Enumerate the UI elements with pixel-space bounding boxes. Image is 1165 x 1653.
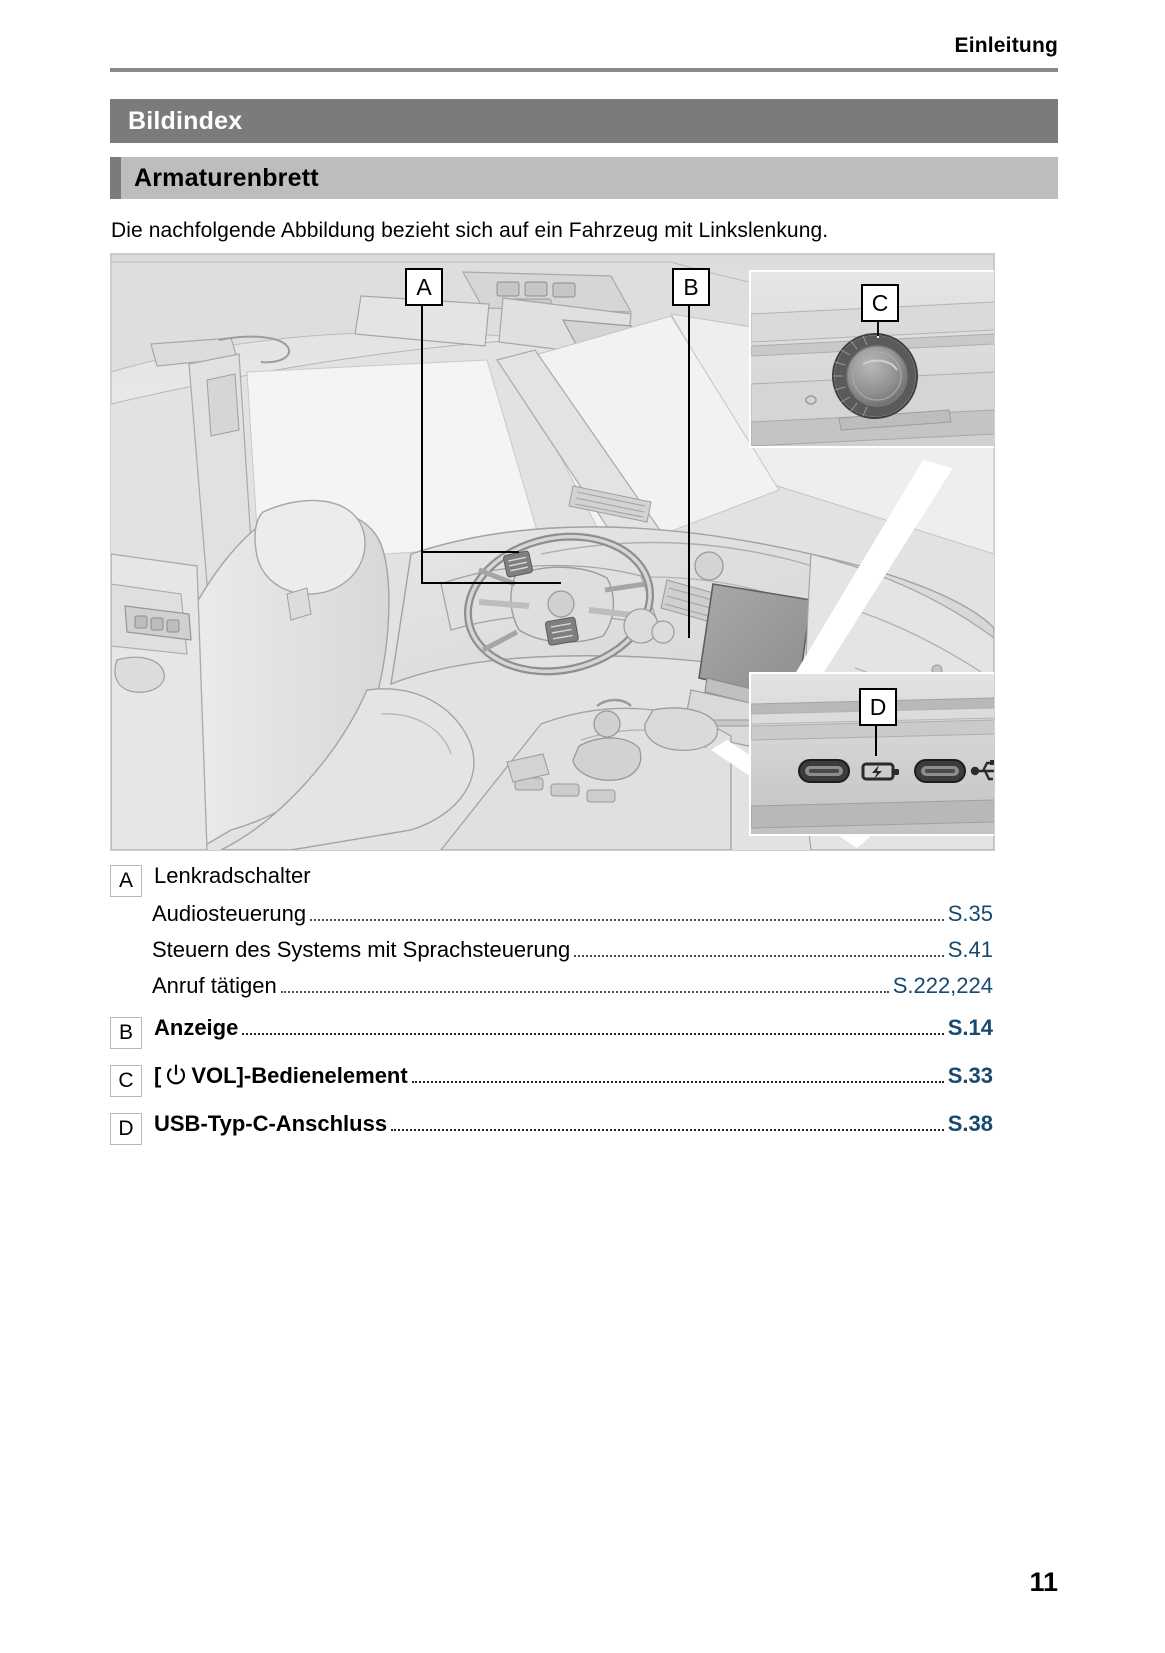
page-reference[interactable]: S.14	[947, 1015, 993, 1040]
index-marker-c: C	[110, 1065, 142, 1097]
index-entry-c[interactable]	[110, 1061, 993, 1093]
leader-dots	[412, 1081, 944, 1083]
figure-index-list	[110, 861, 993, 1149]
leader-dots	[391, 1129, 944, 1131]
index-entry-b-title: Anzeige	[154, 1015, 239, 1040]
leader-dots	[281, 991, 889, 993]
running-header-title: Einleitung	[954, 34, 1058, 57]
section-bar-armaturenbrett	[110, 157, 1058, 199]
callout-label-a: A	[405, 268, 443, 306]
index-entry-c-prefix: [	[154, 1063, 162, 1088]
section-bar-secondary-label: Armaturenbrett	[134, 163, 319, 192]
header-rule	[110, 68, 1058, 72]
dashboard-illustration	[110, 253, 995, 851]
page-reference[interactable]: S.38	[947, 1111, 993, 1136]
usb-c-port-1	[799, 760, 849, 782]
page-reference[interactable]: S.33	[947, 1063, 993, 1088]
index-entry-d-title: USB-Typ-C-Anschluss	[154, 1111, 388, 1136]
index-entry-c-row	[154, 1061, 993, 1089]
callout-leader-a-vertical	[421, 302, 423, 582]
index-marker-a: A	[110, 865, 142, 897]
callout-leader-a-branch-upper	[421, 551, 519, 553]
callout-label-c: C	[861, 284, 899, 322]
power-icon	[165, 1064, 187, 1086]
page-reference[interactable]: S.41	[947, 937, 993, 962]
usb-c-port-2	[915, 760, 965, 782]
subentry-label: Audiosteuerung	[152, 901, 307, 926]
index-subentry-anruf-taetigen[interactable]	[152, 973, 993, 999]
index-marker-d: D	[110, 1113, 142, 1145]
index-marker-b: B	[110, 1017, 142, 1049]
page-reference[interactable]: S.222,224	[892, 973, 993, 998]
index-entry-b-row	[154, 1015, 993, 1041]
index-entry-c-suffix: VOL]-Bedienelement	[191, 1063, 408, 1088]
callout-label-d: D	[859, 688, 897, 726]
section-bar-bildindex	[110, 99, 1058, 143]
leader-dots	[242, 1033, 943, 1035]
intro-paragraph: Die nachfolgende Abbildung bezieht sich auf ein Fahrzeug mit Linkslenkung.	[111, 219, 829, 242]
leader-dots	[310, 919, 944, 921]
index-entry-a-title: Lenkradschalter	[154, 863, 311, 888]
index-entry-a[interactable]	[110, 861, 993, 893]
index-entry-d[interactable]	[110, 1109, 993, 1141]
index-subentry-sprachsteuerung[interactable]	[152, 937, 993, 963]
subentry-label: Steuern des Systems mit Sprachsteuerung	[152, 937, 571, 962]
index-subentry-audiosteuerung[interactable]	[152, 901, 993, 927]
inset-panel-usb-ports	[749, 672, 995, 836]
page-number: 11	[1029, 1567, 1058, 1597]
index-entry-d-row	[154, 1111, 993, 1137]
callout-label-b: B	[672, 268, 710, 306]
subentry-label: Anruf tätigen	[152, 973, 277, 998]
callout-leader-b	[688, 302, 690, 638]
page-reference[interactable]: S.35	[947, 901, 993, 926]
inset-panel-volume-knob	[749, 270, 995, 448]
callout-leader-d	[875, 722, 877, 756]
section-bar-primary-label: Bildindex	[128, 106, 243, 135]
callout-leader-a-branch-lower	[421, 582, 561, 584]
leader-dots	[574, 955, 944, 957]
index-entry-b[interactable]	[110, 1013, 993, 1045]
